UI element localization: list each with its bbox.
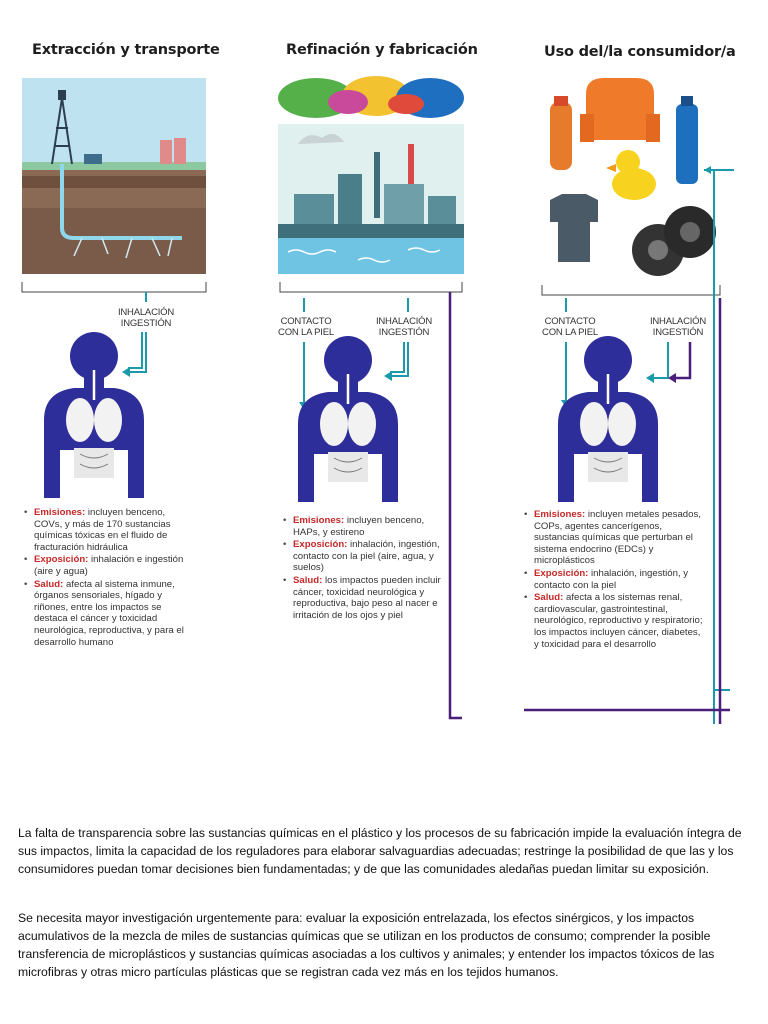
list-item: • Exposición: inhalación, ingestión, y contacto con la piel	[522, 568, 704, 591]
route-label-inhalation-2: INHALACIÓN INGESTIÓN	[375, 316, 433, 338]
body-silhouette-2	[288, 334, 406, 502]
column-title-extraction: Extracción y transporte	[32, 42, 220, 58]
route-label-inhalation-1: INHALACIÓN INGESTIÓN	[117, 307, 175, 329]
list-item: • Exposición: inhalación, ingestión, contacto con la piel (aire, agua, y suelos)	[281, 539, 441, 574]
column-title-refining: Refinación y fabricación	[286, 42, 478, 58]
body-silhouette-3	[548, 334, 666, 502]
list-item: • Emisiones: incluyen benceno, HAPs, y estireno	[281, 515, 441, 538]
list-item: • Salud: afecta al sistema inmune, órganos sensoriales, hígado y riñones, entre los impactos se destaca el cáncer y toxicidad neurológica, reproductiva, y para el desarrollo humano	[22, 579, 192, 649]
list-item: • Salud: los impactos pueden incluir cáncer, toxicidad neurológica y reproductiva, bajo peso al nacer e irritación de los ojos y piel	[281, 575, 441, 621]
paragraph-transparency: La falta de transparencia sobre las sustancias químicas en el plástico y los procesos de su fabricación impide la evaluación íntegra de sus impactos, limita la capacidad de los reguladores para elaborar salvaguardias adecuadas; restringe la posibilidad de que las y los consumidores puedan tomar decisiones bien fundamentadas; y de que las comunidades aledañas puedan limitar su exposición.	[18, 826, 742, 876]
list-item: • Emisiones: incluyen benceno, COVs, y más de 170 sustancias químicas tóxicas en el fluido de fracturación hidráulica	[22, 507, 192, 553]
impacts-list-extraction	[22, 507, 192, 649]
list-item: • Salud: afecta a los sistemas renal, cardiovascular, gastrointestinal, neurológico, reproductivo y respiratorio; los impactos incluyen cáncer, diabetes, y toxicidad para el desarrollo	[522, 592, 704, 650]
route-label-inhalation-3: INHALACIÓN INGESTIÓN	[649, 316, 707, 338]
impacts-list-refinery	[281, 515, 441, 622]
list-item: • Emisiones: incluyen metales pesados, COPs, agentes cancerígenos, sustancias químicas que perturban el sistema endocrino (EDCs) y microplásticos	[522, 509, 704, 567]
list-item: • Exposición: inhalación e ingestión (aire y agua)	[22, 554, 192, 577]
impacts-list-consumer	[522, 509, 704, 651]
route-label-contact-2: CONTACTO CON LA PIEL	[278, 316, 334, 338]
column-title-consumer: Uso del/la consumidor/a	[544, 44, 736, 60]
body-silhouette-1	[34, 330, 152, 498]
route-label-contact-3: CONTACTO CON LA PIEL	[542, 316, 598, 338]
paragraph-research: Se necesita mayor investigación urgentemente para: evaluar la exposición entrelazada, los efectos sinérgicos, y los impactos acumulativos de la mezcla de miles de sustancias químicas que se utilizan en los productos de consumo; comprender la posible transferencia de microplásticos y sustancias químicas asociadas a los cultivos y animales; y entender los impactos tóxicos de las microfibras y otras micro partículas plásticas que se registran cada vez más en los tejidos humanos.	[18, 911, 715, 979]
